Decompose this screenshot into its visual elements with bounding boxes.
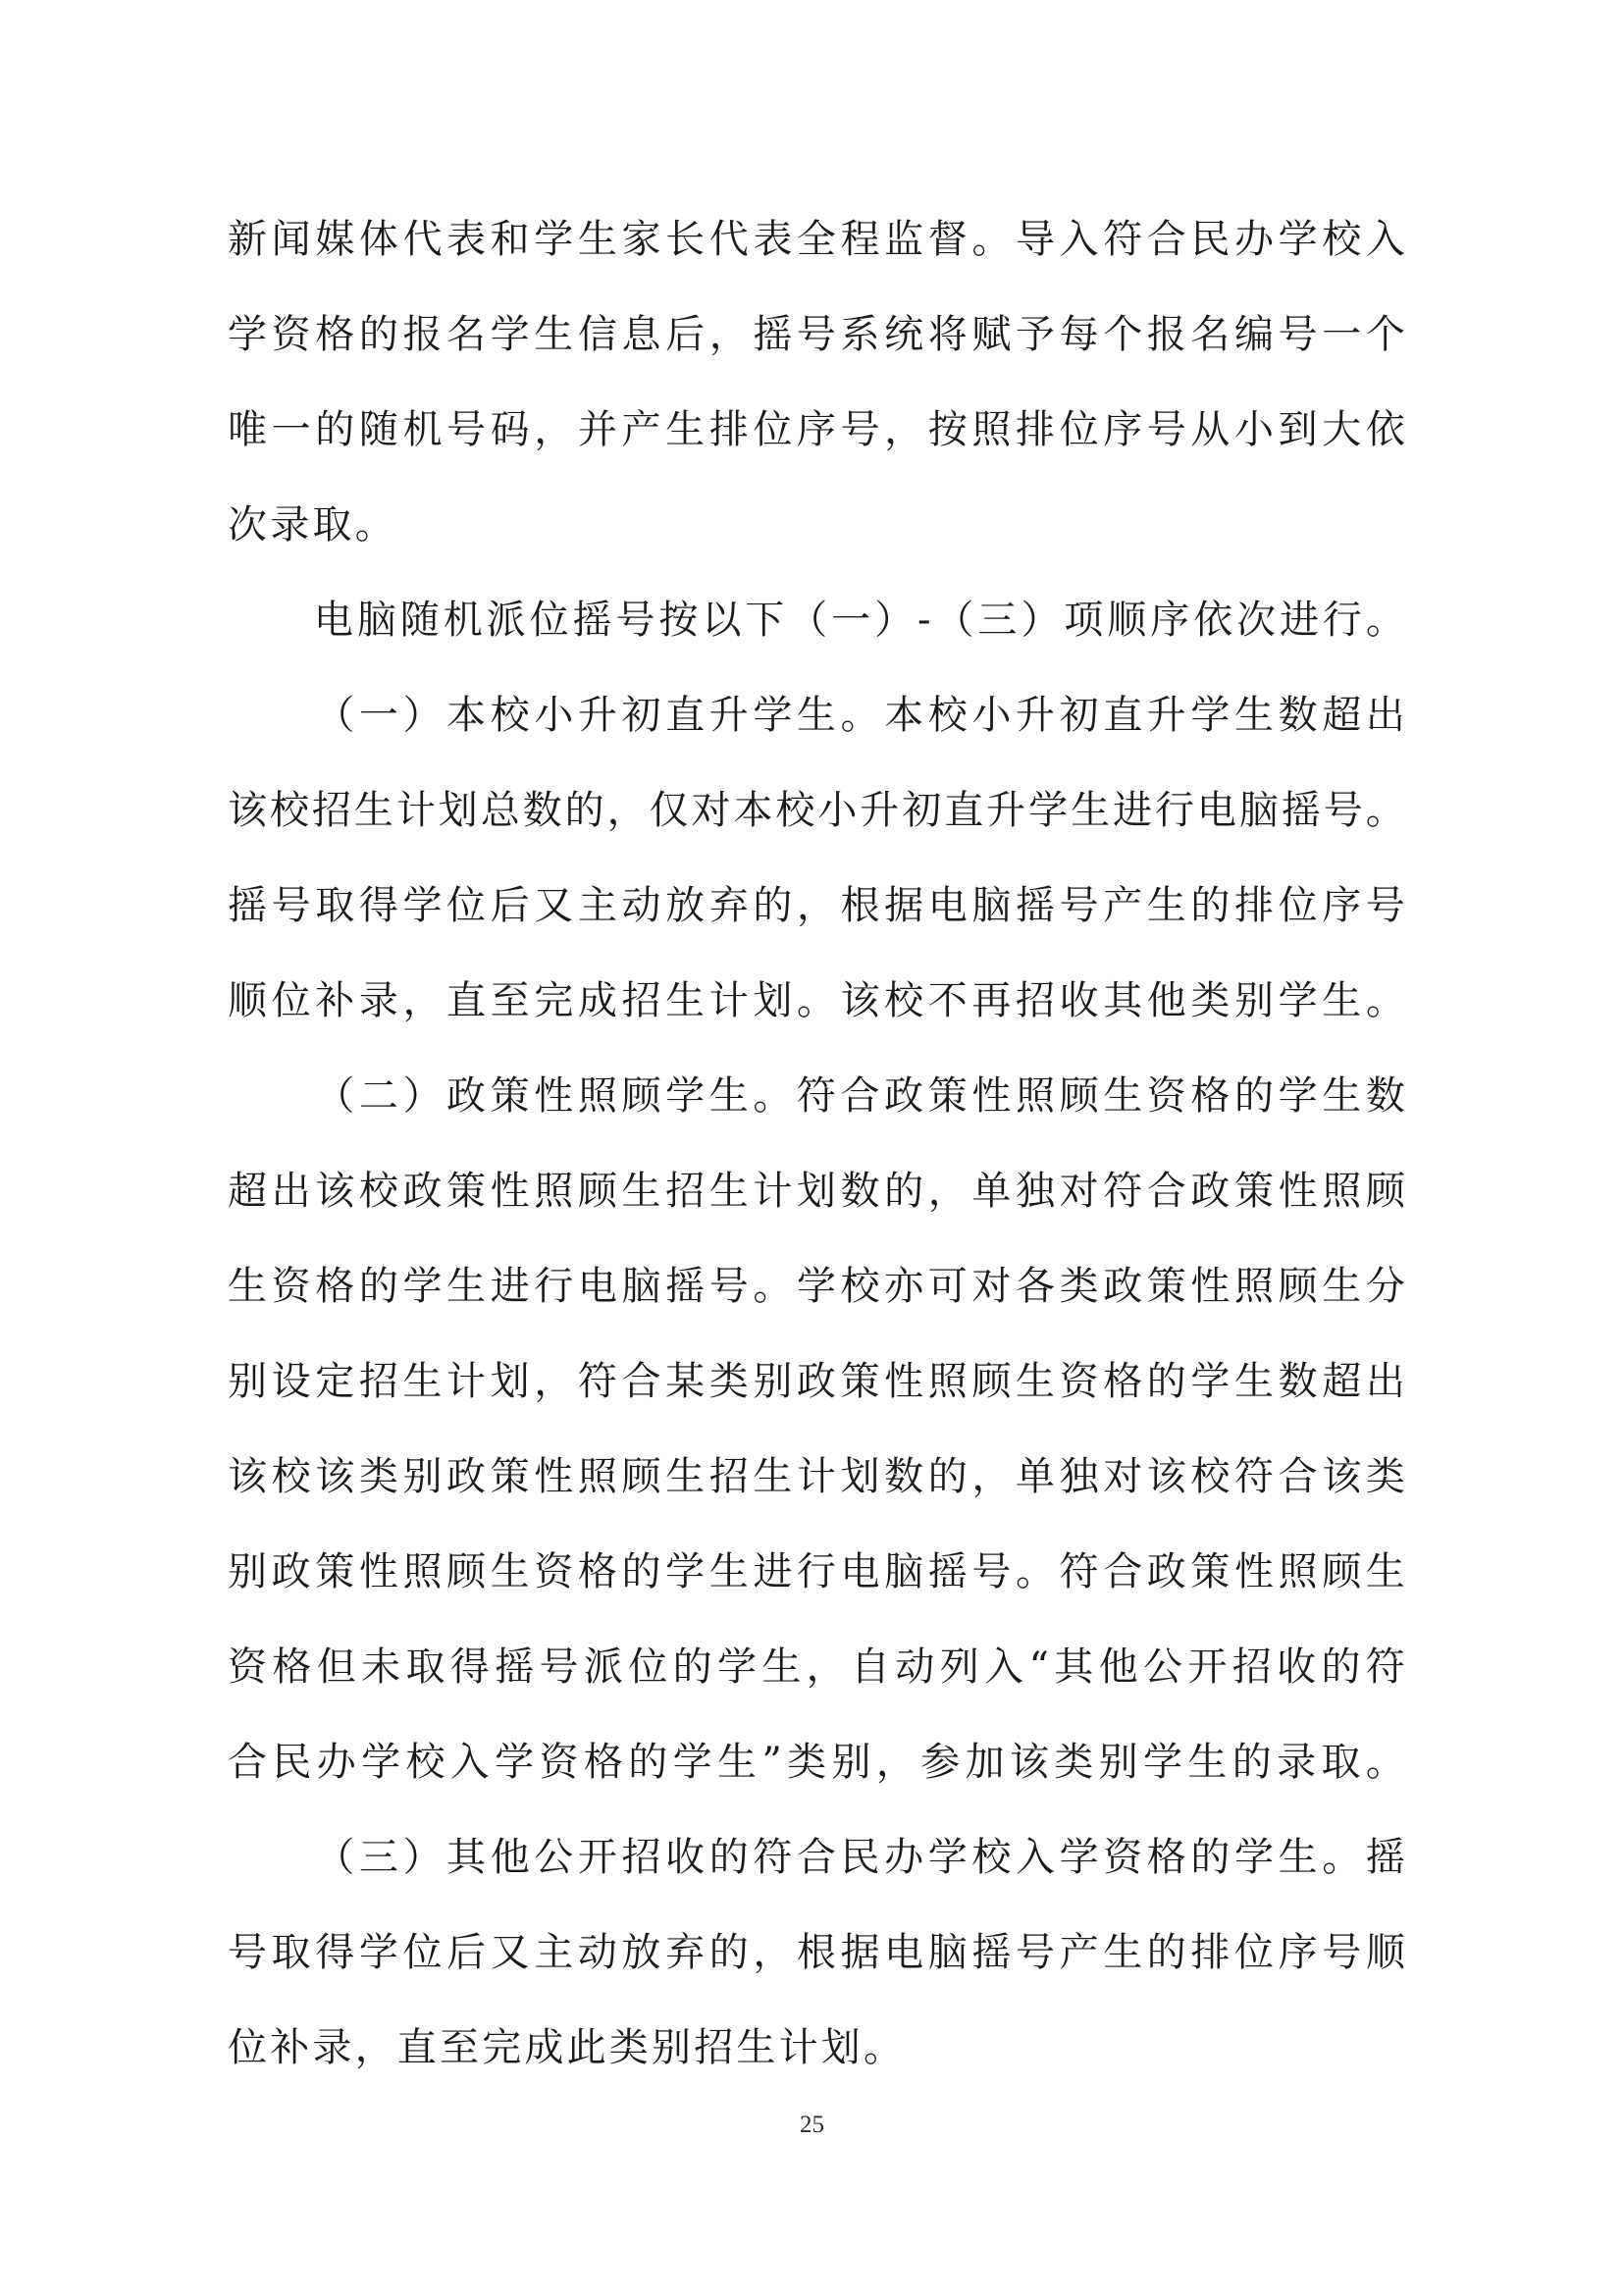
text-line: 摇 号 取 得 学 位 后 又 主 动 放 弃 的 ， 根 据 电 脑 摇 号 产 生 的 排 位 序 号 (228, 883, 1405, 928)
text-line: 别 设 定 招 生 计 划 ， 符 合 某 类 别 政 策 性 照 顾 生 资 格 的 学 生 数 超 出 (228, 1359, 1405, 1404)
text-line: 资 格 但 未 取 得 摇 号 派 位 的 学 生 ， 自 动 列 入 “ 其 他 公 开 招 收 的 符 (228, 1644, 1405, 1690)
text-line: 学 资 格 的 报 名 学 生 信 息 后 ， 摇 号 系 统 将 赋 予 每 个 报 名 编 号 一 个 (228, 312, 1405, 357)
text-line: 别 政 策 性 照 顾 生 资 格 的 学 生 进 行 电 脑 摇 号 。 符 合 政 策 性 照 顾 生 (228, 1549, 1405, 1594)
text-line: 号 取 得 学 位 后 又 主 动 放 弃 的 ， 根 据 电 脑 摇 号 产 生 的 排 位 序 号 顺 (228, 1930, 1405, 1975)
text-line: 位补录，直至完成此类别招生计划。 (228, 2025, 907, 2070)
text-line: 该 校 该 类 别 政 策 性 照 顾 生 招 生 计 划 数 的 ， 单 独 对 该 校 符 合 该 类 (228, 1454, 1405, 1499)
text-line: 合 民 办 学 校 入 学 资 格 的 学 生 ” 类 别 ， 参 加 该 类 别 学 生 的 录 取 。 (228, 1740, 1405, 1785)
text-line: （ 三 ） 其 他 公 开 招 收 的 符 合 民 办 学 校 入 学 资 格 的 学 生 。 摇 (315, 1835, 1405, 1880)
text-line: 新 闻 媒 体 代 表 和 学 生 家 长 代 表 全 程 监 督 。 导 入 符 合 民 办 学 校 入 (228, 217, 1405, 262)
text-line: 电 脑 随 机 派 位 摇 号 按 以 下 （ 一 ） - （ 三 ） 项 顺 序 依 次 进 行 。 (313, 598, 1405, 643)
page-number: 25 (800, 2112, 824, 2138)
text-line: （ 一 ） 本 校 小 升 初 直 升 学 生 。 本 校 小 升 初 直 升 学 生 数 超 出 (315, 693, 1405, 738)
text-line: 超 出 该 校 政 策 性 照 顾 生 招 生 计 划 数 的 ， 单 独 对 符 合 政 策 性 照 顾 (228, 1169, 1405, 1214)
text-line: 顺 位 补 录 ， 直 至 完 成 招 生 计 划 。 该 校 不 再 招 收 其 他 类 别 学 生 。 (228, 978, 1405, 1023)
text-line: 该 校 招 生 计 划 总 数 的 ， 仅 对 本 校 小 升 初 直 升 学 生 进 行 电 脑 摇 号 。 (228, 788, 1405, 833)
text-line: 生 资 格 的 学 生 进 行 电 脑 摇 号 。 学 校 亦 可 对 各 类 政 策 性 照 顾 生 分 (228, 1264, 1405, 1309)
text-line: 次录取。 (228, 502, 397, 548)
text-line: （ 二 ） 政 策 性 照 顾 学 生 。 符 合 政 策 性 照 顾 生 资 格 的 学 生 数 (315, 1073, 1405, 1119)
text-line: 唯 一 的 随 机 号 码 ， 并 产 生 排 位 序 号 ， 按 照 排 位 序 号 从 小 到 大 依 (228, 407, 1405, 452)
